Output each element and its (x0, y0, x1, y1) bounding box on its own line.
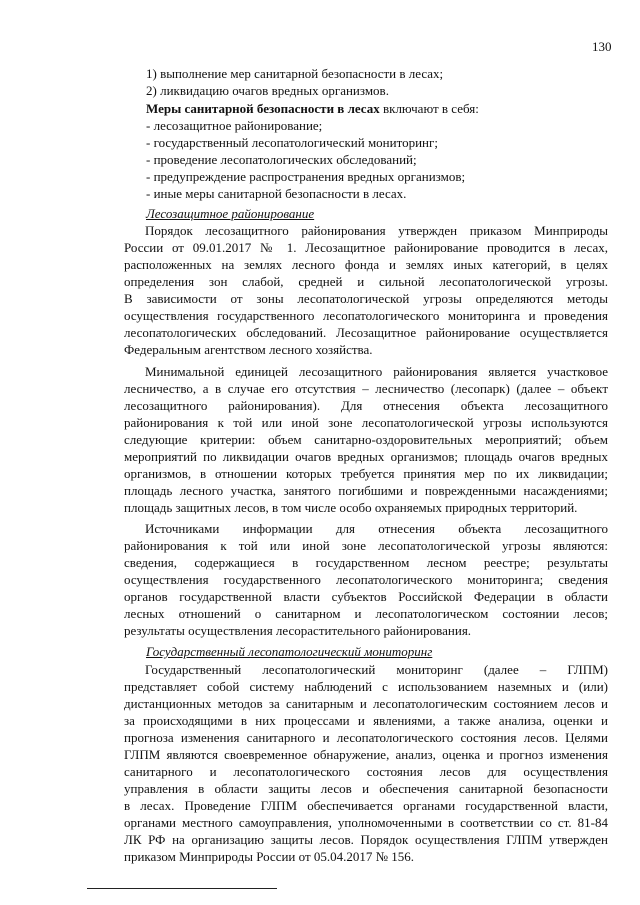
goal-item-2: 2) ликвидацию очагов вредных организмов. (146, 83, 389, 98)
s1p2-line: лесничество, а в случае его отсутствия – лесничество (лесопарк) (далее – объект (124, 381, 608, 396)
measures-heading (146, 101, 479, 117)
s2p1-line: в лесах. Проведение ГЛПМ обеспечивается органами государственной власти, (124, 798, 608, 813)
measure-item-5: - иные меры санитарной безопасности в лесах. (146, 186, 407, 201)
s1p2-line: площадь лесного участка, занятого погибшими и поврежденными насаждениями; (124, 483, 608, 498)
s1p2-line: следующие критерии: объем санитарно-оздоровительных мероприятий; объем (124, 432, 608, 447)
s1p2-line: мероприятий по ликвидации очагов вредных организмов; площадь очагов вредных (124, 449, 608, 464)
footnote-divider (87, 888, 277, 889)
s1p1-line: расположенных на землях лесного фонда и землях иных категорий, в целях (124, 257, 608, 272)
s1p3-line: осуществления государственного лесопатологического мониторинга; сведения (124, 572, 608, 587)
s1p1-line: определения зон слабой, средней и сильной лесопатологической угрозы. (124, 274, 608, 289)
s1p3-line: Источниками информации для отнесения объекта лесозащитного (145, 521, 608, 536)
s1p3-line: органов государственной власти субъектов Российской Федерации в области (124, 589, 608, 604)
s1p2-line: организмов, в отношении которых требуется принятия мер по их ликвидации; (124, 466, 608, 481)
s2p1-line: представляет собой систему наблюдений с использованием наземных и (или) (124, 679, 608, 694)
s1p2-line: районирования к той или иной зоне лесопатологической угрозы используются (124, 415, 608, 430)
measure-item-2: - государственный лесопатологический мониторинг; (146, 135, 438, 150)
s2p1-line: санитарного и лесопатологического состояния лесов для осуществления (124, 764, 608, 779)
s1p3-line: лесных отношений о санитарном и лесопатологическом состоянии лесов; (124, 606, 608, 621)
s2p1-line: органами местного самоуправления, уполномоченными в соответствии со ст. 81-84 (124, 815, 608, 830)
s2p1-line: ЛК РФ на организацию защиты лесов. Порядок осуществления ГЛПМ утвержден (124, 832, 608, 847)
s1p1-line: В зависимости от зоны лесопатологической угрозы определяются методы (124, 291, 608, 306)
s1p2-line: площадь защитных лесов, в том числе особо охраняемых природных территорий. (124, 500, 578, 515)
measure-item-4: - предупреждение распространения вредных организмов; (146, 169, 466, 184)
s1p3-line: результаты осуществления лесорастительного районирования. (124, 623, 472, 638)
measures-heading-bold: Меры санитарной безопасности в лесах (146, 101, 380, 116)
goal-item-1: 1) выполнение мер санитарной безопасности в лесах; (146, 66, 444, 81)
s1p2-line: лесозащитного районирования). Для отнесения объекта лесозащитного (124, 398, 608, 413)
page-number: 130 (592, 39, 612, 54)
s2p1-line: за происходящими в них процессами и явлениями, а также анализа, оценки и (124, 713, 608, 728)
s2p1-line: дистанционных методов за санитарным и лесопатологическим состоянием лесов и (124, 696, 608, 711)
measures-heading-rest: включают в себя: (379, 101, 479, 116)
s1p1-line: Порядок лесозащитного районирования утвержден приказом Минприроды (145, 223, 608, 238)
section-title-zoning: Лесозащитное районирование (146, 206, 315, 221)
s1p3-line: районирования к той или иной зоне лесопатологической угрозы являются: (124, 538, 608, 553)
s1p1-line: Федеральным агентством лесного хозяйства. (124, 342, 373, 357)
s1p2-line: Минимальной единицей лесозащитного районирования является участковое (145, 364, 608, 379)
s2p1-line: приказом Минприроды России от 05.04.2017 № 156. (124, 849, 415, 864)
s2p1-line: управления в области защиты лесов и обеспечения санитарной безопасности (124, 781, 608, 796)
s1p1-line: лесопатологических обследований. Лесозащитное районирование осуществляется (124, 325, 608, 340)
s1p3-line: сведения, содержащиеся в государственном лесном реестре; результаты (124, 555, 608, 570)
s2p1-line: Государственный лесопатологический мониторинг (далее – ГЛПМ) (145, 662, 608, 677)
s1p1-line: осуществления государственного лесопатологического мониторинга и проведения (124, 308, 608, 323)
measure-item-3: - проведение лесопатологических обследований; (146, 152, 417, 167)
s2p1-line: прогноза изменения санитарного и лесопатологического состояния лесов. Целями (124, 730, 608, 745)
measure-item-1: - лесозащитное районирование; (146, 118, 323, 133)
s1p1-line: России от 09.01.2017 № 1. Лесозащитное районирование проводится в лесах, (124, 240, 608, 255)
section-title-monitoring: Государственный лесопатологический мониторинг (146, 644, 433, 659)
s2p1-line: ГЛПМ являются своевременное обнаружение, анализ, оценка и прогноз изменения (124, 747, 608, 762)
